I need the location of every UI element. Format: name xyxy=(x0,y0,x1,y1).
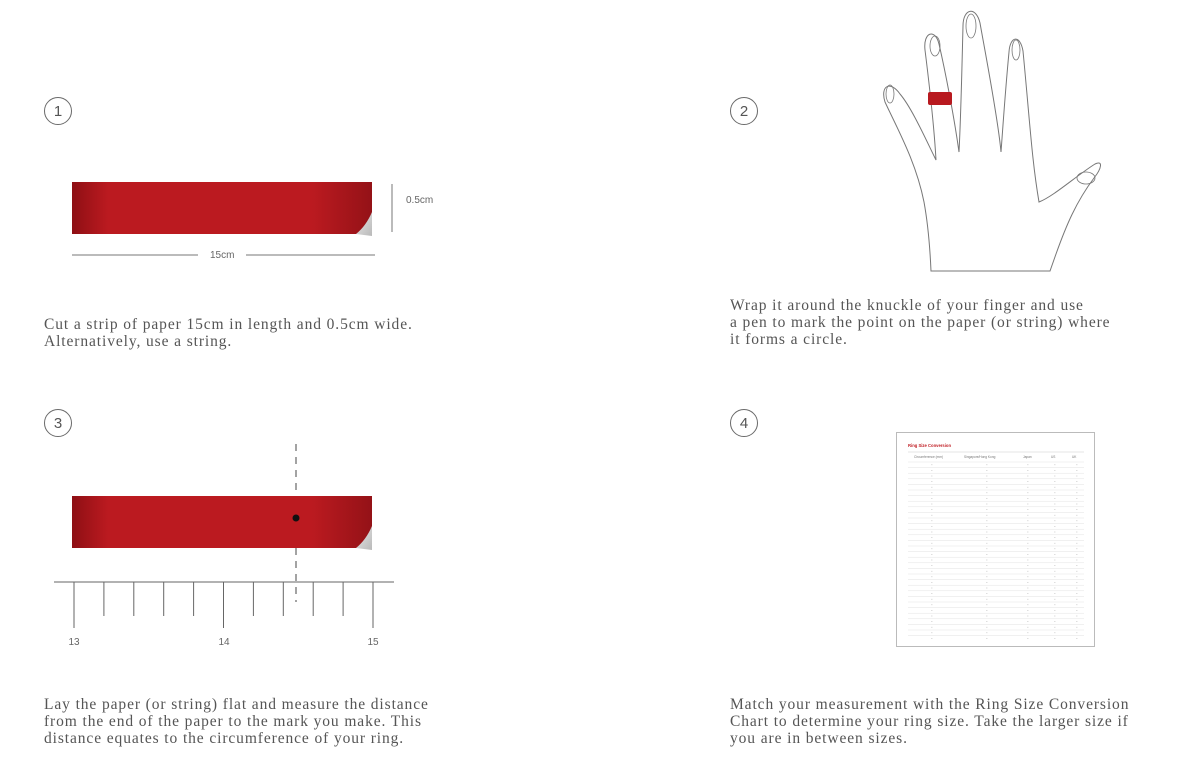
chart-header-circumference: Circumference (mm) xyxy=(914,455,944,459)
step-4-description: Match your measurement with the Ring Size Conversion Chart to determine your ring size. Take the larger size if you are in between sizes. xyxy=(730,696,1130,747)
chart-header-uk: UK xyxy=(1072,455,1077,459)
pen-mark-dot xyxy=(293,515,300,522)
paper-strip-illustration xyxy=(60,176,460,266)
ruler-label-15: 15 xyxy=(367,637,379,648)
paper-strip xyxy=(72,496,372,548)
hand-outline xyxy=(884,11,1101,271)
hand-illustration xyxy=(860,6,1110,276)
measure-illustration xyxy=(50,440,400,655)
step-2-description: Wrap it around the knuckle of your finger and use a pen to mark the point on the paper (or string) where it forms a circle. xyxy=(730,297,1111,348)
step-1-number: 1 xyxy=(44,97,72,125)
step-4-number: 4 xyxy=(730,409,758,437)
step-2-number: 2 xyxy=(730,97,758,125)
conversion-chart-thumbnail xyxy=(896,432,1096,648)
chart-header-us: US xyxy=(1051,455,1056,459)
ruler-ticks xyxy=(74,582,373,628)
chart-header-singapore: Singapore/Hong Kong xyxy=(964,455,996,459)
paper-strip xyxy=(72,182,372,234)
chart-header-japan: Japan xyxy=(1023,455,1032,459)
step-1-description: Cut a strip of paper 15cm in length and 0.5cm wide. Alternatively, use a string. xyxy=(44,316,413,350)
ruler-label-13: 13 xyxy=(68,637,80,648)
chart-title: Ring Size Conversion xyxy=(908,443,952,448)
step-3-number: 3 xyxy=(44,409,72,437)
width-label: 0.5cm xyxy=(406,195,434,206)
paper-ring xyxy=(928,92,952,105)
step-3-description: Lay the paper (or string) flat and measure the distance from the end of the paper to the mark you make. This distance equates to the circumference of your ring. xyxy=(44,696,429,747)
length-label: 15cm xyxy=(210,250,235,261)
ruler-label-14: 14 xyxy=(218,637,230,648)
chart-page xyxy=(897,433,1095,647)
